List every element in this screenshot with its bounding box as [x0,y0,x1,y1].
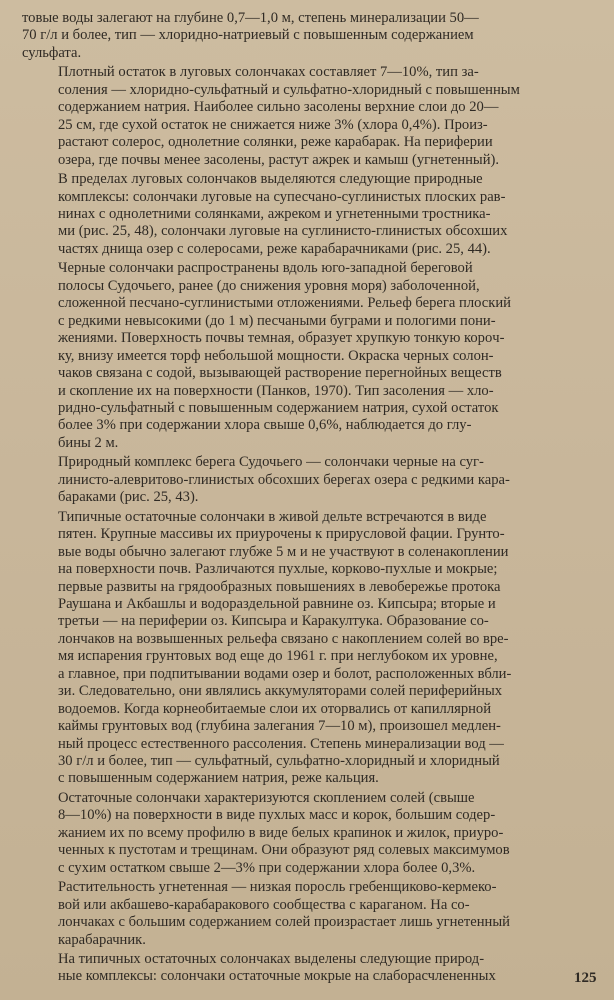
text-line: Плотный остаток в луговых солончаках составляет 7—10%, тип за- [58,64,479,81]
text-line: Природный комплекс берега Судочьего — солончаки черные на суг- [58,454,484,471]
text-line: товые воды залегают на глубине 0,7—1,0 м, степень минерализации 50— [22,10,479,26]
text-line: и скопление их на поверхности (Панков, 1970). Тип засоления — хло- [58,382,494,399]
body-text [22,10,594,988]
paragraph [22,260,594,452]
text-line: растают солерос, однолетние солянки, реже карабарак. На периферии [58,134,493,151]
text-line: карабарачник. [58,931,146,948]
text-line: ные комплексы: солончаки остаточные мокрые на слаборасчлененных [58,968,496,985]
text-line: с редкими невысокими (до 1 м) песчаными буграми и пологими пони- [58,312,496,329]
paragraph [22,171,594,258]
text-line: линисто-алевритово-глинистых обсохших берегах озера с редкими кара- [58,471,510,488]
text-line: третьи — на периферии оз. Кипсыра и Каракултука. Образование со- [58,613,489,630]
paragraph [22,951,594,986]
text-line: лончаках с большим содержанием солей произрастает лишь угнетенный [58,914,510,931]
text-line: озера, где почвы менее засолены, растут ажрек и камыш (угнетенный). [58,151,500,168]
text-line: Остаточные солончаки характеризуются скоплением солей (свыше [58,789,475,806]
text-line: 30 г/л и более, тип — сульфатный, сульфатно-хлоридный и хлоридный [58,753,500,770]
text-line: Черные солончаки распространены вдоль юго-западной береговой [58,260,473,277]
text-line: сложенной песчано-суглинистыми отложениями. Рельеф берега плоский [58,295,511,312]
text-line: частях днища озер с солеросами, реже карабарачниками (рис. 25, 44). [58,240,491,257]
text-line: соления — хлоридно-сульфатный и сульфатно-хлоридный с повышенным [58,81,520,98]
text-line: лончаков на возвышенных рельефа связано с накоплением солей во вре- [58,630,509,647]
text-line: вой или акбашево-карабаракового сообщества с караганом. На со- [58,896,470,913]
text-line: с повышенным содержанием натрия, реже кальция. [58,770,379,787]
page-number: 125 [574,970,597,986]
paragraph [22,64,594,169]
text-line: каймы грунтовых вод (глубина залегания 7—10 м), произошел медлен- [58,718,501,735]
text-line: зи. Следовательно, они являлись аккумуляторами солей периферийных [58,683,503,700]
text-line: ридно-сульфатный с повышенным содержанием натрия, сухой остаток [58,399,499,416]
text-line: сульфата. [22,44,82,61]
text-line: комплексы: солончаки луговые на супесчано-суглинистых плоских рав- [58,188,506,205]
text-line: 8—10%) на поверхности в виде пухлых масс и корок, большим содер- [58,807,496,824]
text-line: содержанием натрия. Наиболее сильно засолены верхние слои до 20— [58,99,499,116]
text-line: на поверхности почв. Различаются пухлые, корково-пухлые и мокрые; [58,561,498,578]
text-line: чаков связана с содой, вызывающей растворение перегнойных веществ [58,365,502,382]
paragraph [22,879,594,949]
text-line: На типичных остаточных солончаках выделены следующие природ- [58,951,485,968]
text-line: более 3% при содержании хлора свыше 0,6%, наблюдается до глу- [58,417,472,434]
text-line: первые развиты на грядообразных повышениях в левобережье протока [58,578,501,595]
text-line: ку, внизу имеется торф небольшой мощности. Окраска черных солон- [58,347,494,364]
text-line: нинах с однолетними солянками, ажреком и угнетенными тростника- [58,205,491,222]
text-line: полосы Судочьего, ранее (до снижения уровня моря) заболоченной, [58,277,480,294]
text-line: В пределах луговых солончаков выделяются следующие природные [58,171,483,188]
text-line: ми (рис. 25, 48), солончаки луговые на суглинисто-глинистых обсохших [58,223,508,240]
text-line: с сухим остатком свыше 2—3% при содержании хлора более 0,3%. [58,859,476,876]
text-line: водоемов. Когда корнеобитаемые слои их оторвались от капиллярной [58,700,492,717]
text-line: Типичные остаточные солончаки в живой дельте встречаются в виде [58,508,487,525]
text-line: вые воды обычно залегают глубже 5 м и не участвуют в соленакоплении [58,543,509,560]
paragraph [22,10,594,62]
paragraph [22,454,594,506]
text-line: ный процесс естественного рассоления. Степень минерализации вод — [58,735,504,752]
text-line: ченных к пустотам и трещинам. Они образуют ряд солевых максимумов [58,842,510,859]
text-line: жанием их по всему профилю в виде белых крапинок и жилок, приуро- [58,824,504,841]
paragraph [22,509,594,788]
text-line: 70 г/л и более, тип — хлоридно-натриевый с повышенным содержанием [22,27,474,44]
text-line: пятен. Крупные массивы их приурочены к прирусловой фации. Грунто- [58,526,505,543]
text-line: 25 см, где сухой остаток не снижается ниже 3% (хлора 0,4%). Произ- [58,116,488,133]
text-line: мя испарения грунтовых вод еще до 1961 г. при неглубоком их уровне, [58,648,498,665]
text-line: Растительность угнетенная — низкая поросль гребенщиково-кермеко- [58,879,497,896]
text-line: бины 2 м. [58,434,119,451]
text-line: Раушана и Акбашлы и водораздельной равнине оз. Кипсыра; вторые и [58,595,496,612]
text-line: а главное, при подпитывании водами озер и болот, расположенных вбли- [58,665,512,682]
paragraph [22,790,594,877]
text-line: жениями. Поверхность почвы темная, образует хрупкую тонкую корoч- [58,330,505,347]
text-line: бараками (рис. 25, 43). [58,489,199,506]
